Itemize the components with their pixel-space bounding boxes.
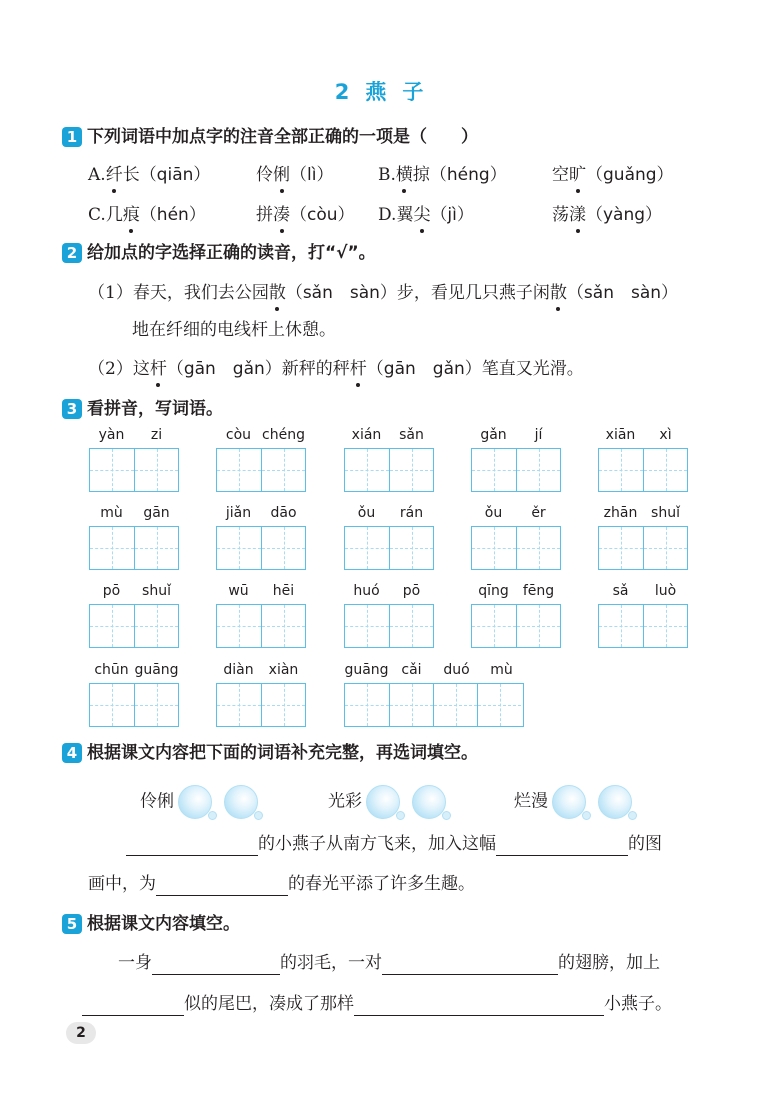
word-char: 空: [552, 165, 569, 185]
grid-cell[interactable]: [90, 684, 134, 726]
option-label: A.: [88, 165, 106, 185]
dotted-char: 痕: [122, 205, 140, 225]
writing-grid[interactable]: [344, 526, 434, 570]
question-number-badge: 1: [62, 127, 82, 147]
grid-cell[interactable]: [134, 449, 178, 491]
title-char: 子: [402, 80, 426, 104]
writing-grid[interactable]: [598, 526, 688, 570]
pinyin-label: còu: [225, 427, 252, 443]
grid-cell[interactable]: [389, 605, 433, 647]
grid-cell[interactable]: [643, 449, 687, 491]
q1-option-c: [88, 203, 206, 227]
grid-cell[interactable]: [345, 527, 389, 569]
grid-cell[interactable]: [516, 527, 560, 569]
pinyin-label: qīng: [478, 583, 509, 599]
sentence-text: （1）春天，我们去公园: [88, 283, 269, 303]
question-text: 看拼音，写词语。: [87, 399, 223, 419]
pinyin-label: zi: [150, 427, 163, 443]
pinyin-label: shuǐ: [651, 505, 680, 521]
word-char: 拼: [256, 205, 273, 225]
fill-blank[interactable]: [152, 954, 280, 975]
grid-cell[interactable]: [90, 605, 134, 647]
writing-grid[interactable]: [598, 604, 688, 648]
pinyin-label: mù: [100, 505, 123, 521]
grid-cell[interactable]: [643, 605, 687, 647]
sentence-text: 的羽毛，一对: [280, 953, 382, 973]
dotted-char: 杆: [349, 359, 367, 379]
q4-sentence-line2: [88, 872, 475, 896]
pinyin-label: xián: [351, 427, 382, 443]
writing-grid[interactable]: [89, 683, 179, 727]
grid-cell[interactable]: [134, 684, 178, 726]
word-char: 几: [105, 205, 123, 225]
lesson-number: 2: [334, 80, 352, 104]
writing-grid[interactable]: [89, 526, 179, 570]
question-text: 根据课文内容把下面的词语补充完整，再选词填空。: [87, 743, 478, 763]
grid-cell[interactable]: [217, 605, 261, 647]
blank-bubble[interactable]: [412, 785, 446, 819]
pinyin-label: xì: [659, 427, 672, 443]
pinyin-label: duó: [443, 662, 470, 678]
writing-grid[interactable]: [344, 683, 524, 727]
grid-cell[interactable]: [472, 449, 516, 491]
grid-cell[interactable]: [389, 527, 433, 569]
pinyin-label: hēi: [272, 583, 295, 599]
question-3: [62, 397, 223, 421]
q5-sentence-line1: [118, 951, 660, 975]
fill-blank[interactable]: [156, 875, 288, 896]
pinyin-label: luò: [654, 583, 677, 599]
page-number: 2: [66, 1022, 96, 1044]
pinyin-label: gǎn: [480, 427, 507, 443]
pinyin: （jì）: [430, 205, 474, 225]
dotted-char: 俐: [273, 165, 290, 185]
q1-option-b-word2: [552, 163, 674, 187]
blank-bubble[interactable]: [178, 785, 212, 819]
pinyin-label: chéng: [262, 427, 305, 443]
pinyin-choice[interactable]: （gān gǎn）笔直又光滑。: [366, 359, 584, 379]
grid-cell[interactable]: [516, 605, 560, 647]
pinyin: （yàng）: [586, 205, 663, 225]
writing-grid[interactable]: [344, 448, 434, 492]
writing-grid[interactable]: [344, 604, 434, 648]
word-char: 长: [122, 165, 140, 185]
dotted-char: 纤: [105, 165, 123, 185]
q1-option-c-word2: [256, 203, 355, 227]
option-label: C.: [88, 205, 106, 225]
word-text: 光彩: [328, 791, 362, 812]
grid-cell[interactable]: [217, 684, 261, 726]
q1-option-a: [88, 163, 210, 187]
grid-cell[interactable]: [599, 527, 643, 569]
grid-cell[interactable]: [472, 605, 516, 647]
question-text: 给加点的字选择正确的读音，打“√”。: [87, 243, 376, 263]
grid-cell[interactable]: [389, 449, 433, 491]
grid-cell[interactable]: [345, 449, 389, 491]
writing-grid[interactable]: [216, 604, 306, 648]
pinyin-label: sǎ: [612, 583, 629, 599]
grid-cell[interactable]: [261, 684, 305, 726]
fill-blank[interactable]: [126, 835, 258, 856]
pinyin-label: xiàn: [268, 662, 299, 678]
word-char: 荡: [552, 205, 569, 225]
grid-cell[interactable]: [134, 527, 178, 569]
grid-cell[interactable]: [599, 605, 643, 647]
writing-grid[interactable]: [471, 526, 561, 570]
writing-grid[interactable]: [471, 448, 561, 492]
q5-sentence-line2: [82, 992, 672, 1016]
pinyin: （lì）: [290, 165, 334, 185]
pinyin-label: cǎi: [401, 662, 422, 678]
q2-item-2: [88, 357, 584, 381]
dotted-char: 散: [268, 283, 286, 303]
writing-grid[interactable]: [598, 448, 688, 492]
sentence-text: 一身: [118, 953, 152, 973]
pinyin-label: zhān: [603, 505, 638, 521]
sentence-text: 似的尾巴，凑成了那样: [184, 994, 354, 1014]
q4-sentence-line1: [126, 832, 662, 856]
grid-cell[interactable]: [261, 527, 305, 569]
option-label: B.: [378, 165, 396, 185]
blank-bubble[interactable]: [224, 785, 258, 819]
pinyin-label: wū: [228, 583, 249, 599]
word-char: 伶: [256, 165, 273, 185]
writing-grid[interactable]: [471, 604, 561, 648]
question-number-badge: 4: [62, 743, 82, 763]
pinyin-label: diàn: [223, 662, 254, 678]
dotted-char: 旷: [569, 165, 586, 185]
blank-bubble[interactable]: [552, 785, 586, 819]
pinyin-label: jí: [534, 427, 543, 443]
word-char: 掠: [412, 165, 430, 185]
pinyin-label: chūn: [94, 662, 129, 678]
grid-cell[interactable]: [433, 684, 477, 726]
pinyin-label: pō: [102, 583, 121, 599]
dotted-char: 杆: [149, 359, 167, 379]
option-label: D.: [378, 205, 397, 225]
pinyin-label: xiān: [605, 427, 636, 443]
blank-bubble[interactable]: [366, 785, 400, 819]
question-number-badge: 3: [62, 399, 82, 419]
writing-grid[interactable]: [89, 448, 179, 492]
fill-blank[interactable]: [82, 995, 184, 1016]
fill-blank[interactable]: [496, 835, 628, 856]
sentence-text: 画中，为: [88, 874, 156, 894]
sentence-text: 的春光平添了许多生趣。: [288, 874, 475, 894]
question-5: [62, 912, 240, 936]
q1-option-d-word2: [552, 203, 662, 227]
pinyin-label: huó: [353, 583, 380, 599]
fill-blank[interactable]: [382, 954, 558, 975]
writing-grid[interactable]: [216, 448, 306, 492]
q1-option-d: [378, 203, 474, 227]
question-text: 下列词语中加点字的注音全部正确的一项是（ ）: [87, 127, 478, 147]
sentence-text: 的图: [628, 834, 662, 854]
pinyin-label: shuǐ: [142, 583, 171, 599]
fill-blank[interactable]: [354, 995, 604, 1016]
pinyin: （qiān）: [139, 165, 211, 185]
dotted-char: 凑: [273, 205, 290, 225]
grid-cell[interactable]: [134, 605, 178, 647]
dotted-char: 横: [395, 165, 413, 185]
title-char: 燕: [365, 80, 389, 104]
grid-cell[interactable]: [90, 527, 134, 569]
pinyin-label: ěr: [531, 505, 546, 521]
pinyin-choice[interactable]: （gān gǎn）新秤的秤: [166, 359, 350, 379]
dotted-char: 漾: [569, 205, 586, 225]
grid-cell[interactable]: [643, 527, 687, 569]
pinyin-label: sǎn: [399, 427, 424, 443]
pinyin-label: fēng: [522, 583, 555, 599]
writing-grid[interactable]: [89, 604, 179, 648]
pinyin-choice[interactable]: （sǎn sàn）步，看见几只燕子闲: [285, 283, 550, 303]
sentence-text: （2）这: [88, 359, 150, 379]
pinyin-label: dāo: [270, 505, 297, 521]
grid-cell[interactable]: [90, 449, 134, 491]
pinyin: （hén）: [139, 205, 206, 225]
pinyin-label: gān: [143, 505, 170, 521]
pinyin-label: guāng: [134, 662, 179, 678]
sentence-text: 小燕子。: [604, 994, 672, 1014]
pinyin: （còu）: [290, 205, 355, 225]
q1-option-b: [378, 163, 507, 187]
pinyin-label: ǒu: [484, 505, 503, 521]
q4-word-3: [514, 785, 632, 819]
q2-item-1-cont: 地在纤细的电线杆上休憩。: [132, 320, 336, 340]
grid-cell[interactable]: [261, 449, 305, 491]
grid-cell[interactable]: [217, 527, 261, 569]
grid-cell[interactable]: [477, 684, 521, 726]
pinyin-label: jiǎn: [225, 505, 252, 521]
question-text: 根据课文内容填空。: [87, 914, 240, 934]
word-text: 烂漫: [514, 791, 548, 812]
pinyin: （héng）: [429, 165, 507, 185]
grid-cell[interactable]: [389, 684, 433, 726]
writing-grid[interactable]: [216, 526, 306, 570]
question-4: [62, 741, 478, 765]
pinyin-label: pō: [402, 583, 421, 599]
question-number-badge: 5: [62, 914, 82, 934]
q2-item-1: [88, 281, 678, 305]
question-2: [62, 241, 376, 265]
grid-cell[interactable]: [345, 684, 389, 726]
question-1: [62, 125, 478, 149]
grid-cell[interactable]: [345, 605, 389, 647]
grid-cell[interactable]: [472, 527, 516, 569]
grid-cell[interactable]: [261, 605, 305, 647]
grid-cell[interactable]: [217, 449, 261, 491]
pinyin: （guǎng）: [586, 165, 674, 185]
dotted-char: 散: [549, 283, 567, 303]
pinyin-label: yàn: [98, 427, 125, 443]
sentence-text: 的小燕子从南方飞来，加入这幅: [258, 834, 496, 854]
blank-bubble[interactable]: [598, 785, 632, 819]
dotted-char: 尖: [413, 205, 431, 225]
question-number-badge: 2: [62, 243, 82, 263]
word-text: 伶俐: [140, 791, 174, 812]
lesson-title: [0, 76, 760, 106]
pinyin-label: rán: [399, 505, 424, 521]
pinyin-choice[interactable]: （sǎn sàn）: [566, 283, 679, 303]
grid-cell[interactable]: [599, 449, 643, 491]
pinyin-label: ǒu: [357, 505, 376, 521]
word-char: 翼: [396, 205, 414, 225]
writing-grid[interactable]: [216, 683, 306, 727]
pinyin-label: mù: [490, 662, 513, 678]
sentence-text: 的翅膀，加上: [558, 953, 660, 973]
pinyin-label: guāng: [344, 662, 389, 678]
grid-cell[interactable]: [516, 449, 560, 491]
q4-word-1: [140, 785, 258, 819]
q4-word-2: [328, 785, 446, 819]
q1-option-a-word2: [256, 163, 333, 187]
